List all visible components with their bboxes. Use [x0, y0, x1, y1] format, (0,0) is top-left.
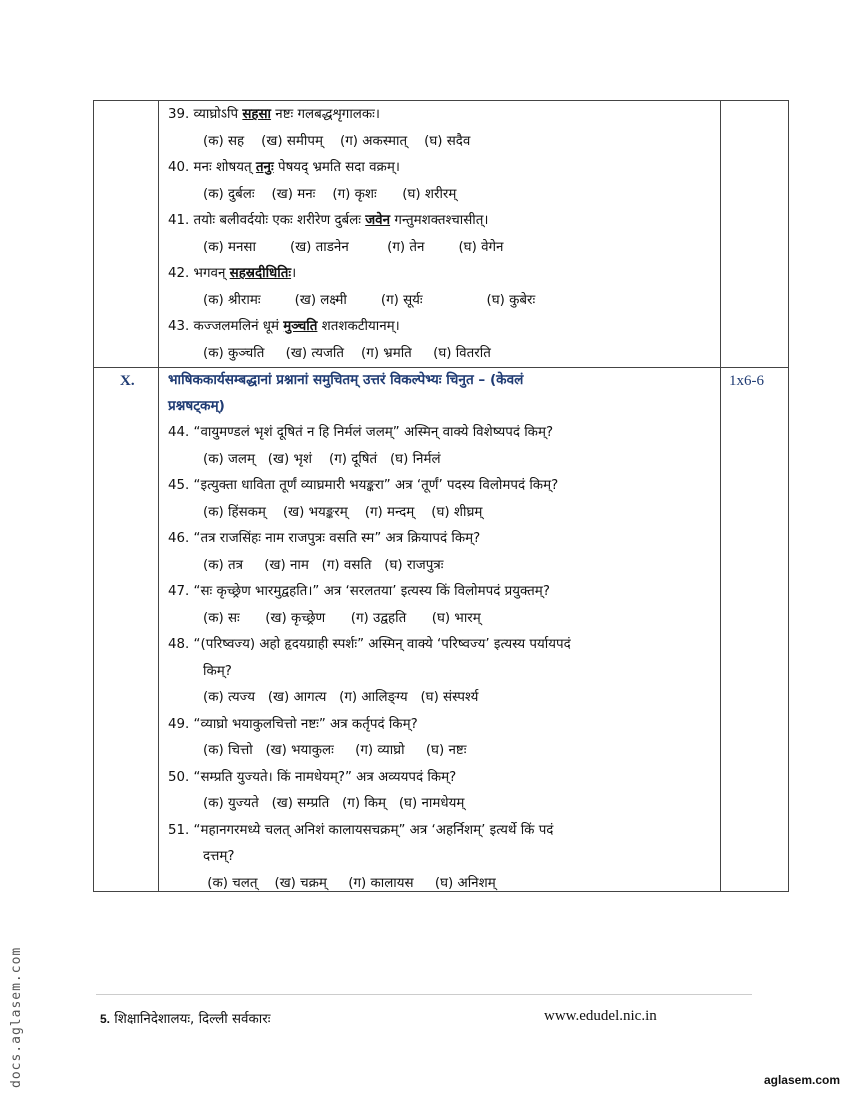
table-column-divider: [720, 101, 721, 891]
question-39: 39. व्याघ्रोऽपि सहसा नष्टः गलबद्धशृगालकः।: [168, 107, 380, 122]
section-heading: भाषिककार्यसम्बद्धानां प्रश्नानां समुचितम् उत्तरं विकल्पेभ्यः चिनुत – (केवलं: [168, 372, 524, 388]
section-heading-cont: प्रश्नषट्कम्): [168, 398, 225, 414]
footer-url: www.edudel.nic.in: [544, 1008, 657, 1024]
highlighted-word: तनुः: [255, 160, 274, 175]
question-48: 48. “(परिष्वज्य) अहो हृदयग्राही स्पर्शः” अस्मिन् वाक्ये ‘परिष्वज्य’ इत्यस्य पर्यायपदं: [168, 637, 571, 652]
options-49: (क) चित्तो (ख) भयाकुलः (ग) व्याघ्रो (घ) नष्टः: [203, 743, 467, 758]
options-48: (क) त्यज्य (ख) आगत्य (ग) आलिङ्ग्य (घ) संस्पर्श्य: [203, 690, 479, 705]
marks-label: 1x6-6: [729, 373, 764, 389]
question-47: 47. “सः कृच्छ्रेण भारमुद्वहति।” अत्र ‘सरलतया’ इत्यस्य किं विलोमपदं प्रयुक्तम्?: [168, 584, 550, 599]
table-row-divider: [94, 367, 788, 368]
options-47: (क) सः (ख) कृच्छ्रेण (ग) उद्वहति (घ) भारम्: [203, 611, 481, 626]
options-41: (क) मनसा (ख) ताडनेन (ग) तेन (घ) वेगेन: [203, 240, 504, 255]
highlighted-word: मुञ्चति: [283, 319, 318, 334]
table-column-divider: [158, 101, 159, 891]
options-39: (क) सह (ख) समीपम् (ग) अकस्मात् (घ) सदैव: [203, 134, 471, 149]
question-40: 40. मनः शोषयत् तनुः पेषयद् भ्रमति सदा वक्रम्।: [168, 160, 400, 175]
options-46: (क) तत्र (ख) नाम (ग) वसति (घ) राजपुत्रः: [203, 558, 444, 573]
side-watermark: docs.aglasem.com: [9, 946, 24, 1088]
options-51: (क) चलत् (ख) चक्रम् (ग) कालायस (घ) अनिशम्: [203, 876, 496, 891]
question-41: 41. तयोः बलीवर्दयोः एकः शरीरेण दुर्बलः जवेन गन्तुमशक्तश्चासीत्।: [168, 213, 489, 228]
question-table: [93, 100, 789, 892]
question-49: 49. “व्याघ्रो भयाकुलचित्तो नष्टः” अत्र कर्तृपदं किम्?: [168, 717, 418, 732]
options-42: (क) श्रीरामः (ख) लक्ष्मी (ग) सूर्यः (घ) कुबेरः: [203, 293, 536, 308]
question-45: 45. “इत्युक्ता धाविता तूर्णं व्याघ्रमारी भयङ्करा” अत्र ‘तूर्णं’ पदस्य विलोमपदं किम्?: [168, 478, 559, 493]
footer-divider: [96, 994, 752, 995]
question-51: 51. “महानगरमध्ये चलत् अनिशं कालायसचक्रम्” अत्र ‘अहर्निशम्’ इत्यर्थे किं पदं: [168, 823, 554, 838]
options-45: (क) हिंसकम् (ख) भयङ्करम् (ग) मन्दम् (घ) शीघ्रम्: [203, 505, 483, 520]
question-50: 50. “सम्प्रति युज्यते। किं नामधेयम्?” अत्र अव्ययपदं किम्?: [168, 770, 457, 785]
section-number: X.: [120, 373, 135, 389]
question-42: 42. भगवन् सहस्रदीधितिः।: [168, 266, 297, 281]
options-50: (क) युज्यते (ख) सम्प्रति (ग) किम् (घ) नामधेयम्: [203, 796, 465, 811]
highlighted-word: जवेन: [365, 213, 391, 228]
options-40: (क) दुर्बलः (ख) मनः (ग) कृशः (घ) शरीरम्: [203, 187, 457, 202]
brand-label: aglasem.com: [763, 1073, 840, 1087]
question-46: 46. “तत्र राजसिंहः नाम राजपुत्रः वसति स्म” अत्र क्रियापदं किम्?: [168, 531, 481, 546]
footer-department: 5. शिक्षानिदेशालयः, दिल्ली सर्वकारः: [100, 1012, 271, 1027]
question-51-cont: दत्तम्?: [203, 849, 235, 864]
question-44: 44. “वायुमण्डलं भृशं दूषितं न हि निर्मलं जलम्” अस्मिन् वाक्ये विशेष्यपदं किम्?: [168, 425, 554, 440]
options-43: (क) कुञ्चति (ख) त्यजति (ग) भ्रमति (घ) वितरति: [203, 346, 491, 361]
question-48-cont: किम्?: [203, 664, 232, 679]
highlighted-word: सहस्रदीधितिः: [229, 266, 292, 281]
question-43: 43. कज्जलमलिनं धूमं मुञ्चति शतशकटीयानम्।: [168, 319, 400, 334]
options-44: (क) जलम् (ख) भृशं (ग) दूषितं (घ) निर्मलं: [203, 452, 441, 467]
highlighted-word: सहसा: [242, 107, 272, 122]
